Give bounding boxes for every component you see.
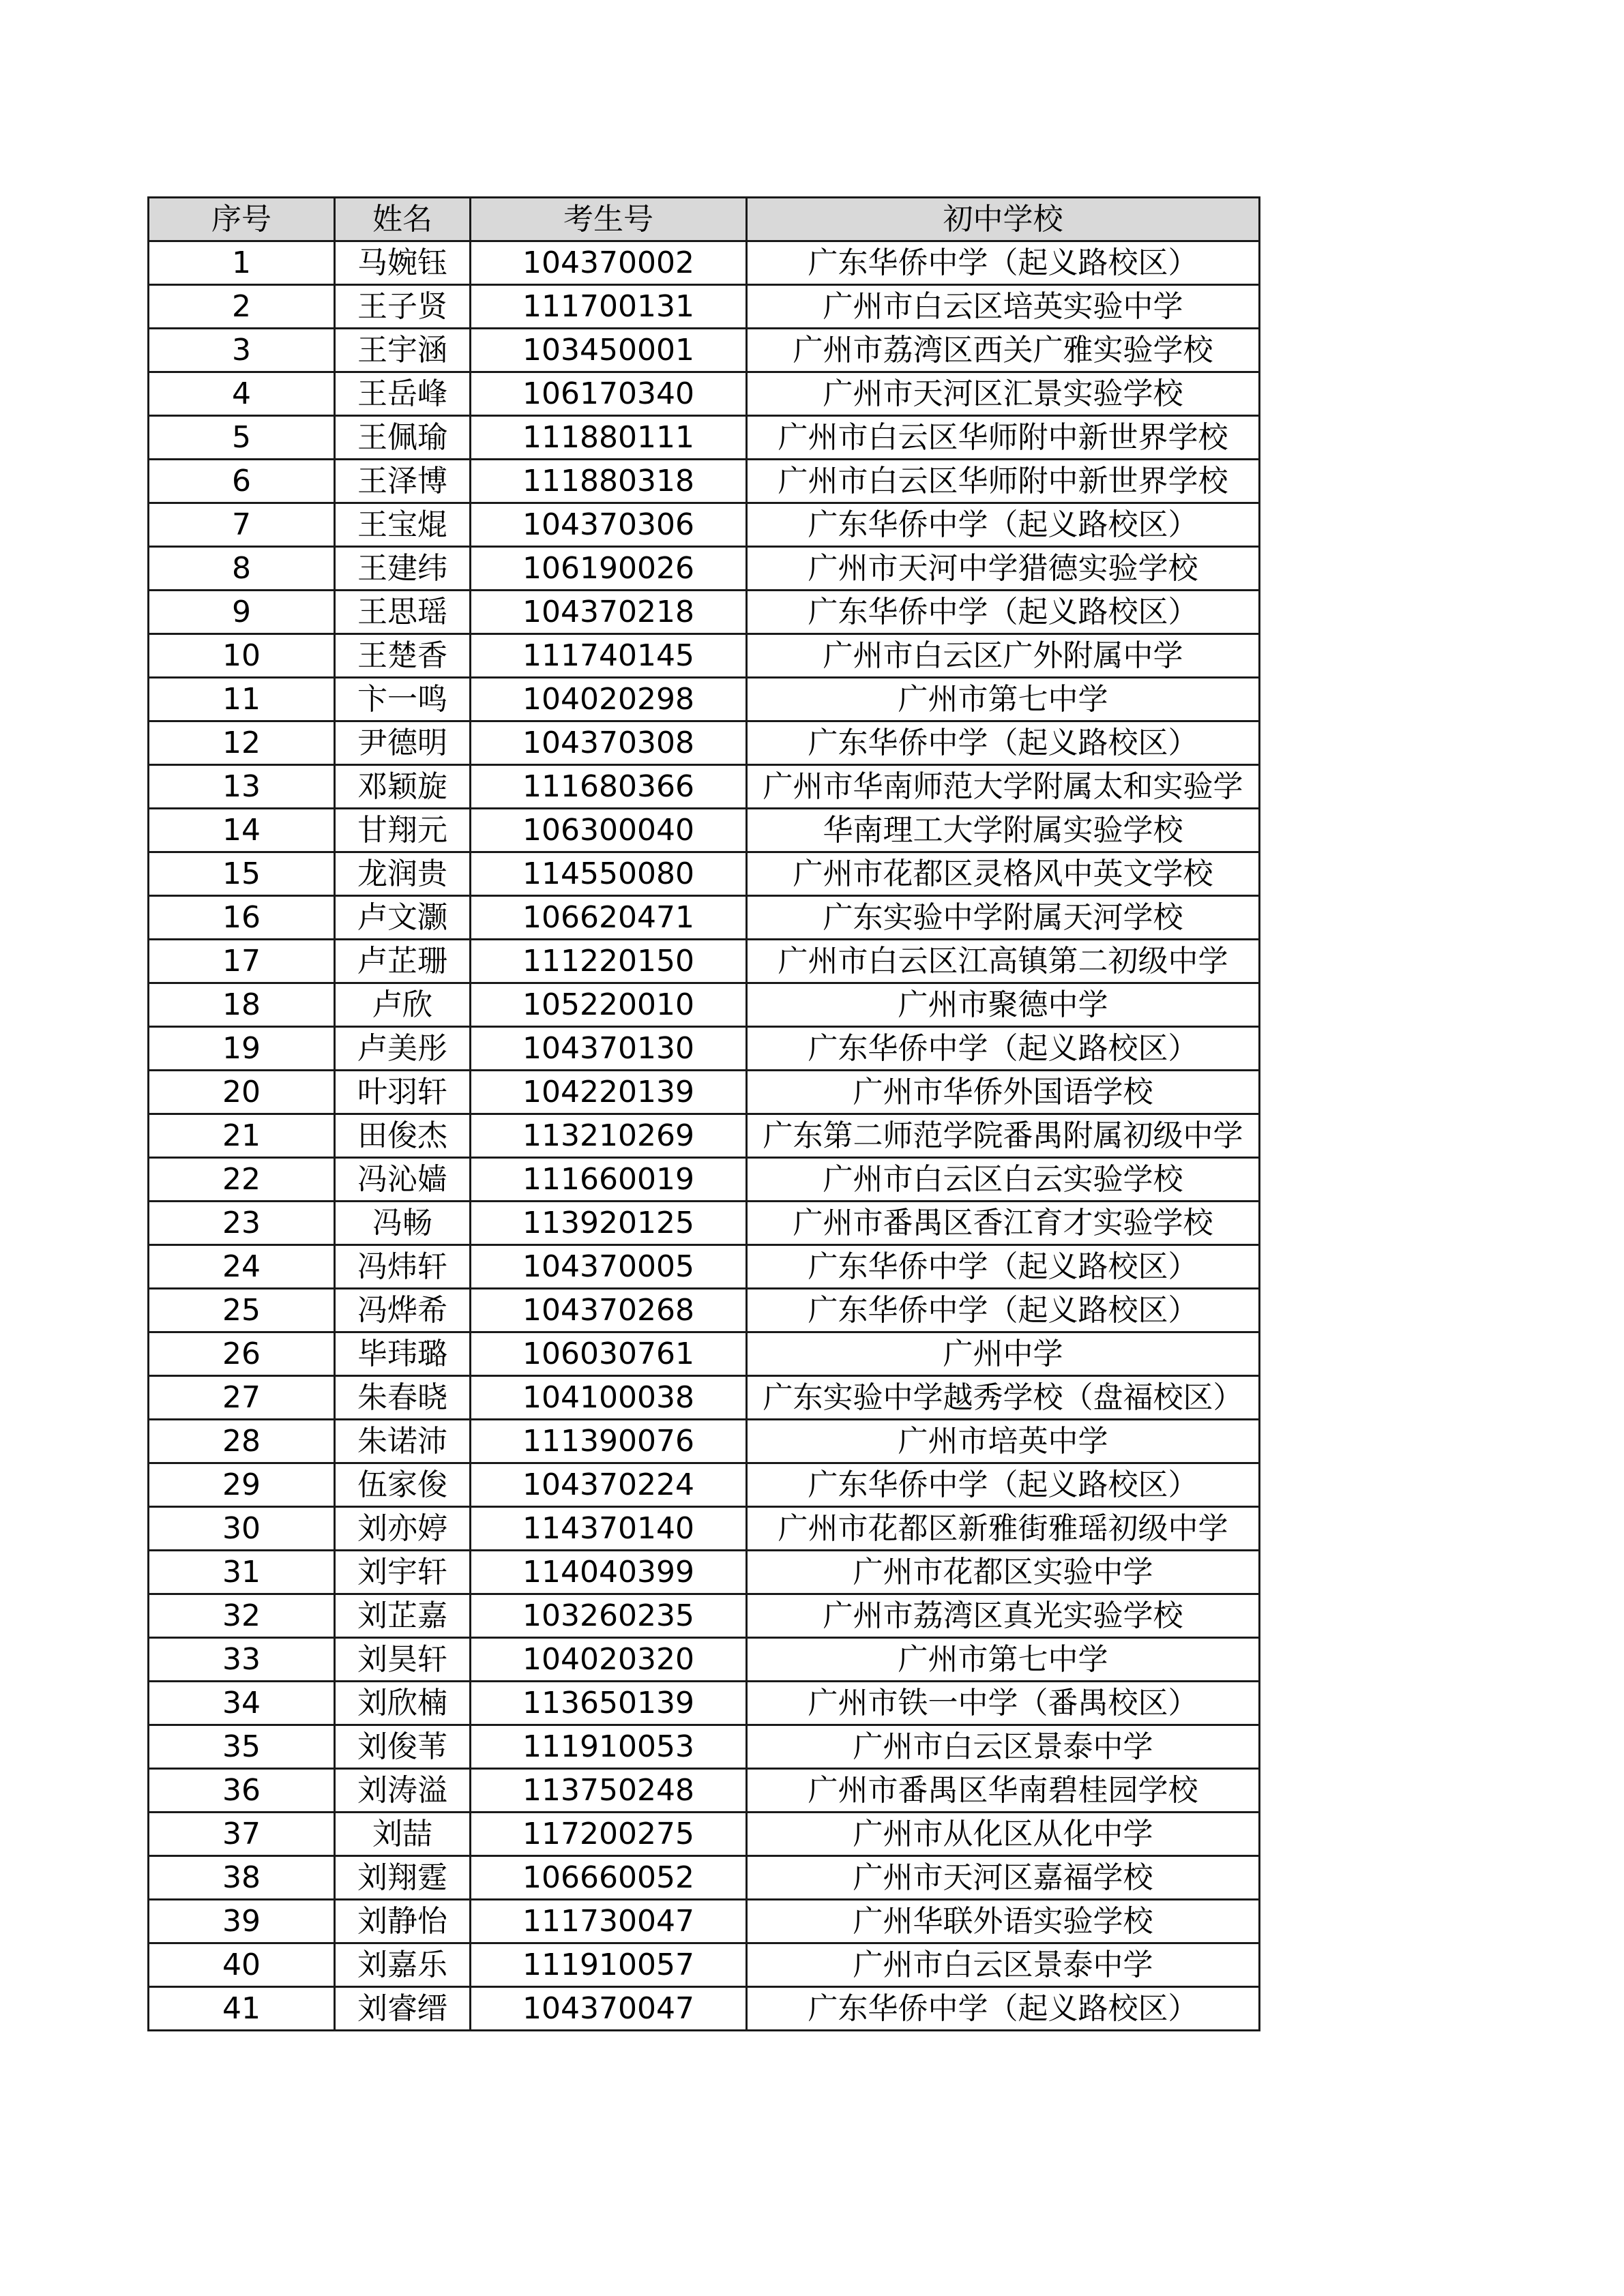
table-row: [149, 1463, 1260, 1507]
cell-school: 广州市天河中学猎德实验学校: [747, 547, 1260, 591]
cell-seq: 27: [149, 1376, 335, 1420]
table-row: [149, 1813, 1260, 1856]
cell-exam-id: 111390076: [471, 1420, 747, 1463]
cell-seq: 25: [149, 1289, 335, 1332]
cell-school: 广州市荔湾区西关广雅实验学校: [747, 329, 1260, 372]
cell-name: 朱春晓: [335, 1376, 471, 1420]
cell-seq: 36: [149, 1769, 335, 1813]
table-row: [149, 852, 1260, 896]
table-row: [149, 721, 1260, 765]
cell-seq: 14: [149, 809, 335, 852]
cell-exam-id: 104370005: [471, 1245, 747, 1289]
cell-exam-id: 111730047: [471, 1900, 747, 1943]
table-row: [149, 634, 1260, 678]
cell-seq: 4: [149, 372, 335, 416]
cell-seq: 8: [149, 547, 335, 591]
cell-exam-id: 104370047: [471, 1987, 747, 2031]
table-row: [149, 1682, 1260, 1725]
cell-exam-id: 104370218: [471, 591, 747, 634]
cell-school: 广东华侨中学（起义路校区）: [747, 503, 1260, 547]
cell-exam-id: 111910057: [471, 1943, 747, 1987]
cell-seq: 17: [149, 940, 335, 983]
table-row: [149, 1245, 1260, 1289]
cell-exam-id: 111880111: [471, 416, 747, 460]
cell-name: 冯炜轩: [335, 1245, 471, 1289]
table-row: [149, 285, 1260, 329]
cell-name: 王宇涵: [335, 329, 471, 372]
cell-school: 广州市华侨外国语学校: [747, 1071, 1260, 1114]
cell-school: 广州市花都区新雅街雅瑶初级中学: [747, 1507, 1260, 1551]
table-header: [149, 198, 1260, 241]
cell-name: 田俊杰: [335, 1114, 471, 1158]
cell-seq: 29: [149, 1463, 335, 1507]
cell-school: 广州市番禺区华南碧桂园学校: [747, 1769, 1260, 1813]
cell-seq: 23: [149, 1202, 335, 1245]
cell-name: 卢欣: [335, 983, 471, 1027]
cell-name: 冯烨希: [335, 1289, 471, 1332]
cell-school: 广东第二师范学院番禺附属初级中学: [747, 1114, 1260, 1158]
cell-seq: 28: [149, 1420, 335, 1463]
cell-school: 广州市天河区汇景实验学校: [747, 372, 1260, 416]
cell-school: 广州市华南师范大学附属太和实验学: [747, 765, 1260, 809]
cell-seq: 1: [149, 241, 335, 285]
cell-exam-id: 104020320: [471, 1638, 747, 1682]
cell-seq: 5: [149, 416, 335, 460]
cell-name: 王建纬: [335, 547, 471, 591]
table-row: [149, 547, 1260, 591]
table-row: [149, 1900, 1260, 1943]
cell-school: 华南理工大学附属实验学校: [747, 809, 1260, 852]
cell-name: 刘芷嘉: [335, 1594, 471, 1638]
cell-school: 广州市花都区灵格风中英文学校: [747, 852, 1260, 896]
table-row: [149, 765, 1260, 809]
cell-seq: 9: [149, 591, 335, 634]
table-row: [149, 1420, 1260, 1463]
cell-name: 甘翔元: [335, 809, 471, 852]
cell-seq: 37: [149, 1813, 335, 1856]
cell-exam-id: 114370140: [471, 1507, 747, 1551]
cell-exam-id: 117200275: [471, 1813, 747, 1856]
cell-school: 广州市白云区景泰中学: [747, 1725, 1260, 1769]
cell-exam-id: 106660052: [471, 1856, 747, 1900]
cell-seq: 20: [149, 1071, 335, 1114]
cell-name: 冯畅: [335, 1202, 471, 1245]
cell-exam-id: 106170340: [471, 372, 747, 416]
table-row: [149, 896, 1260, 940]
cell-seq: 7: [149, 503, 335, 547]
table-row: [149, 241, 1260, 285]
cell-seq: 33: [149, 1638, 335, 1682]
cell-name: 卢文灏: [335, 896, 471, 940]
table-row: [149, 591, 1260, 634]
cell-seq: 26: [149, 1332, 335, 1376]
cell-name: 王泽博: [335, 460, 471, 503]
table-row: [149, 1202, 1260, 1245]
cell-seq: 39: [149, 1900, 335, 1943]
cell-exam-id: 104370224: [471, 1463, 747, 1507]
cell-exam-id: 103450001: [471, 329, 747, 372]
cell-exam-id: 106030761: [471, 1332, 747, 1376]
cell-exam-id: 113650139: [471, 1682, 747, 1725]
cell-school: 广东华侨中学（起义路校区）: [747, 1289, 1260, 1332]
cell-school: 广东华侨中学（起义路校区）: [747, 721, 1260, 765]
cell-name: 伍家俊: [335, 1463, 471, 1507]
cell-seq: 11: [149, 678, 335, 721]
cell-exam-id: 113210269: [471, 1114, 747, 1158]
header-row: [149, 198, 1260, 241]
cell-seq: 32: [149, 1594, 335, 1638]
cell-seq: 18: [149, 983, 335, 1027]
table-row: [149, 940, 1260, 983]
cell-exam-id: 104100038: [471, 1376, 747, 1420]
cell-name: 王楚香: [335, 634, 471, 678]
cell-seq: 24: [149, 1245, 335, 1289]
cell-name: 刘翔霆: [335, 1856, 471, 1900]
table-row: [149, 1158, 1260, 1202]
cell-school: 广州市白云区华师附中新世界学校: [747, 416, 1260, 460]
table-row: [149, 1594, 1260, 1638]
cell-school: 广州市天河区嘉福学校: [747, 1856, 1260, 1900]
cell-exam-id: 113920125: [471, 1202, 747, 1245]
table-row: [149, 1507, 1260, 1551]
column-header-name: 姓名: [335, 198, 471, 241]
cell-seq: 13: [149, 765, 335, 809]
cell-exam-id: 111910053: [471, 1725, 747, 1769]
cell-name: 刘亦婷: [335, 1507, 471, 1551]
cell-school: 广州市白云区白云实验学校: [747, 1158, 1260, 1202]
table-body: [149, 241, 1260, 2031]
cell-exam-id: 106620471: [471, 896, 747, 940]
cell-school: 广州中学: [747, 1332, 1260, 1376]
cell-school: 广州市培英中学: [747, 1420, 1260, 1463]
cell-name: 卞一鸣: [335, 678, 471, 721]
table-row: [149, 372, 1260, 416]
cell-school: 广州市第七中学: [747, 678, 1260, 721]
cell-exam-id: 104370268: [471, 1289, 747, 1332]
cell-exam-id: 113750248: [471, 1769, 747, 1813]
cell-school: 广州市花都区实验中学: [747, 1551, 1260, 1594]
cell-name: 刘昊轩: [335, 1638, 471, 1682]
cell-name: 刘俊苇: [335, 1725, 471, 1769]
cell-seq: 38: [149, 1856, 335, 1900]
table-row: [149, 1987, 1260, 2031]
cell-name: 王岳峰: [335, 372, 471, 416]
cell-school: 广州华联外语实验学校: [747, 1900, 1260, 1943]
cell-exam-id: 106190026: [471, 547, 747, 591]
cell-name: 刘涛溢: [335, 1769, 471, 1813]
cell-name: 朱诺沛: [335, 1420, 471, 1463]
cell-name: 冯沁嫱: [335, 1158, 471, 1202]
cell-school: 广州市第七中学: [747, 1638, 1260, 1682]
table-row: [149, 1071, 1260, 1114]
cell-school: 广东华侨中学（起义路校区）: [747, 1027, 1260, 1071]
cell-exam-id: 111740145: [471, 634, 747, 678]
cell-name: 邓颖旋: [335, 765, 471, 809]
cell-name: 刘嘉乐: [335, 1943, 471, 1987]
cell-exam-id: 106300040: [471, 809, 747, 852]
table-row: [149, 1027, 1260, 1071]
cell-name: 王佩瑜: [335, 416, 471, 460]
cell-name: 王思瑶: [335, 591, 471, 634]
cell-seq: 22: [149, 1158, 335, 1202]
cell-school: 广州市铁一中学（番禺校区）: [747, 1682, 1260, 1725]
cell-name: 毕玮璐: [335, 1332, 471, 1376]
cell-exam-id: 114550080: [471, 852, 747, 896]
cell-seq: 2: [149, 285, 335, 329]
cell-exam-id: 104370130: [471, 1027, 747, 1071]
cell-school: 广东实验中学附属天河学校: [747, 896, 1260, 940]
cell-exam-id: 103260235: [471, 1594, 747, 1638]
table-row: [149, 1725, 1260, 1769]
cell-name: 尹德明: [335, 721, 471, 765]
cell-name: 卢美彤: [335, 1027, 471, 1071]
table-row: [149, 983, 1260, 1027]
table-row: [149, 1943, 1260, 1987]
cell-seq: 12: [149, 721, 335, 765]
cell-school: 广州市番禺区香江育才实验学校: [747, 1202, 1260, 1245]
table-row: [149, 1114, 1260, 1158]
cell-seq: 31: [149, 1551, 335, 1594]
cell-seq: 16: [149, 896, 335, 940]
cell-name: 叶羽轩: [335, 1071, 471, 1114]
cell-name: 龙润贵: [335, 852, 471, 896]
table-row: [149, 678, 1260, 721]
table-row: [149, 329, 1260, 372]
cell-school: 广州市白云区江高镇第二初级中学: [747, 940, 1260, 983]
cell-name: 刘睿缙: [335, 1987, 471, 2031]
cell-exam-id: 104370308: [471, 721, 747, 765]
cell-name: 刘静怡: [335, 1900, 471, 1943]
cell-name: 王子贤: [335, 285, 471, 329]
cell-exam-id: 111680366: [471, 765, 747, 809]
cell-school: 广州市聚德中学: [747, 983, 1260, 1027]
cell-school: 广州市白云区培英实验中学: [747, 285, 1260, 329]
cell-school: 广东华侨中学（起义路校区）: [747, 1987, 1260, 2031]
column-header-seq: 序号: [149, 198, 335, 241]
table-row: [149, 1856, 1260, 1900]
table-row: [149, 1638, 1260, 1682]
cell-name: 刘喆: [335, 1813, 471, 1856]
cell-seq: 41: [149, 1987, 335, 2031]
cell-seq: 10: [149, 634, 335, 678]
cell-seq: 35: [149, 1725, 335, 1769]
table-row: [149, 503, 1260, 547]
cell-seq: 30: [149, 1507, 335, 1551]
cell-seq: 19: [149, 1027, 335, 1071]
cell-seq: 3: [149, 329, 335, 372]
table-row: [149, 1376, 1260, 1420]
cell-school: 广东华侨中学（起义路校区）: [747, 591, 1260, 634]
cell-name: 马婉钰: [335, 241, 471, 285]
column-header-exam-id: 考生号: [471, 198, 747, 241]
cell-seq: 6: [149, 460, 335, 503]
admission-roster-sheet: [147, 196, 1260, 2031]
cell-seq: 21: [149, 1114, 335, 1158]
cell-school: 广州市白云区广外附属中学: [747, 634, 1260, 678]
cell-school: 广东华侨中学（起义路校区）: [747, 241, 1260, 285]
cell-school: 广东华侨中学（起义路校区）: [747, 1463, 1260, 1507]
table-row: [149, 1332, 1260, 1376]
table-row: [149, 460, 1260, 503]
table-row: [149, 1289, 1260, 1332]
cell-exam-id: 104020298: [471, 678, 747, 721]
cell-exam-id: 104370306: [471, 503, 747, 547]
column-header-school: 初中学校: [747, 198, 1260, 241]
cell-school: 广州市荔湾区真光实验学校: [747, 1594, 1260, 1638]
cell-exam-id: 104370002: [471, 241, 747, 285]
cell-exam-id: 111660019: [471, 1158, 747, 1202]
cell-name: 王宝焜: [335, 503, 471, 547]
cell-name: 刘欣楠: [335, 1682, 471, 1725]
admission-roster-table: [147, 196, 1260, 2031]
table-row: [149, 809, 1260, 852]
cell-seq: 34: [149, 1682, 335, 1725]
cell-name: 卢芷珊: [335, 940, 471, 983]
cell-exam-id: 105220010: [471, 983, 747, 1027]
cell-school: 广州市从化区从化中学: [747, 1813, 1260, 1856]
cell-school: 广州市白云区景泰中学: [747, 1943, 1260, 1987]
cell-exam-id: 114040399: [471, 1551, 747, 1594]
cell-exam-id: 104220139: [471, 1071, 747, 1114]
cell-name: 刘宇轩: [335, 1551, 471, 1594]
cell-school: 广州市白云区华师附中新世界学校: [747, 460, 1260, 503]
cell-seq: 40: [149, 1943, 335, 1987]
table-row: [149, 1551, 1260, 1594]
cell-exam-id: 111220150: [471, 940, 747, 983]
cell-exam-id: 111880318: [471, 460, 747, 503]
table-row: [149, 416, 1260, 460]
table-row: [149, 1769, 1260, 1813]
cell-school: 广东实验中学越秀学校（盘福校区）: [747, 1376, 1260, 1420]
cell-exam-id: 111700131: [471, 285, 747, 329]
cell-seq: 15: [149, 852, 335, 896]
cell-school: 广东华侨中学（起义路校区）: [747, 1245, 1260, 1289]
